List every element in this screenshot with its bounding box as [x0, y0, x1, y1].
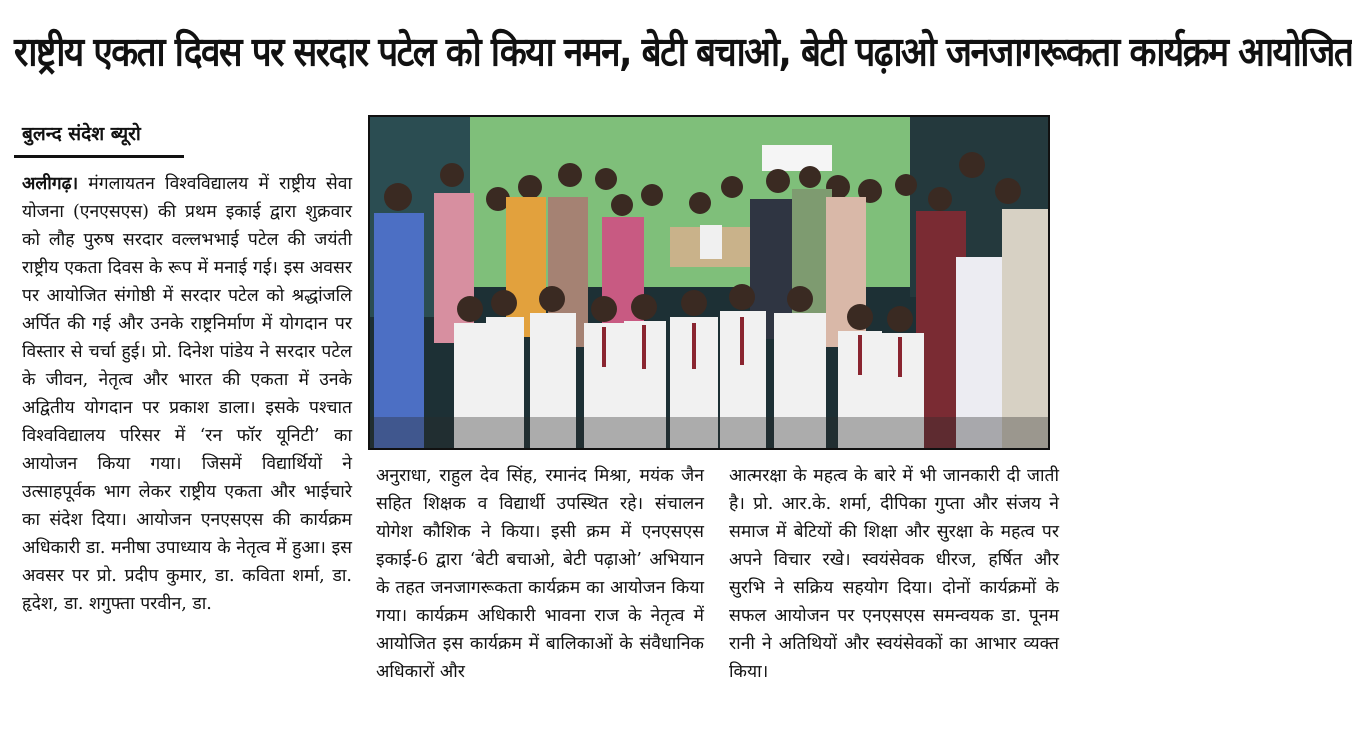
- byline: बुलन्द संदेश ब्यूरो: [22, 123, 141, 145]
- byline-underline: [14, 155, 184, 158]
- column-1-body: मंगलायतन विश्वविद्यालय में राष्ट्रीय सेवा योजना (एनएसएस) की प्रथम इकाई द्वारा शुक्रवार को लौह पुरुष सरदार वल्लभभाई पटेल की जयंती राष्ट्रीय एकता दिवस के रूप में मनाई गई। इस अवसर पर आयोजित संगोष्ठी में सरदार पटेल को श्रद्धांजलि अर्पित की गई और उनके राष्ट्रनिर्माण में योगदान पर विस्तार से चर्चा हुई। प्रो. दिनेश पांडेय ने सरदार पटेल के जीवन, नेतृत्व और भारत की एकता में उनके अद्वितीय योगदान पर प्रकाश डाला। इसके पश्चात विश्वविद्यालय परिसर में ‘रन फॉर यूनिटी’ का आयोजन किया गया। जिसमें विद्यार्थियों ने उत्साहपूर्वक भाग लेकर राष्ट्रीय एकता और भाईचारे का संदेश दिया। आयोजन एनएसएस की कार्यक्रम अधिकारी डा. मनीषा उपाध्याय के नेतृत्व में हुआ। इस अवसर पर प्रो. प्रदीप कुमार, डा. कविता शर्मा, डा. हृदेश, डा. शगुफ्ता परवीन, डा.: [22, 174, 352, 614]
- group-photo: [368, 115, 1050, 450]
- article-column-3: आत्मरक्षा के महत्व के बारे में भी जानकारी दी जाती है। प्रो. आर.के. शर्मा, दीपिका गुप्ता और संजय ने समाज में बेटियों की शिक्षा और सुरक्षा के महत्व पर अपने विचार रखे। स्वयंसेवक धीरज, हर्षित और सुरभि ने सक्रिय सहयोग दिया। दोनों कार्यक्रमों के सफल आयोजन पर एनएसएस समन्वयक डा. पूनम रानी ने अतिथियों और स्वयंसेवकों का आभार व्यक्त किया।: [729, 466, 1059, 682]
- article-column-2: अनुराधा, राहुल देव सिंह, रमानंद मिश्रा, मयंक जैन सहित शिक्षक व विद्यार्थी उपस्थित रहे। संचालन योगेश कौशिक ने किया। इसी क्रम में एनएसएस इकाई-6 द्वारा ‘बेटी बचाओ, बेटी पढ़ाओ’ अभियान के तहत जनजागरूकता कार्यक्रम का आयोजन किया गया। कार्यक्रम अधिकारी भावना राज के नेतृत्व में आयोजित इस कार्यक्रम में बालिकाओं के संवैधानिक अधिकारों और: [376, 466, 704, 682]
- group-photo-illustration: [370, 117, 1048, 448]
- dateline: अलीगढ़।: [22, 174, 79, 194]
- article-column-1: [22, 170, 352, 618]
- headline: राष्ट्रीय एकता दिवस पर सरदार पटेल को किया नमन, बेटी बचाओ, बेटी पढ़ाओ जनजागरूकता कार्यक्रम आयोजित: [14, 30, 1352, 77]
